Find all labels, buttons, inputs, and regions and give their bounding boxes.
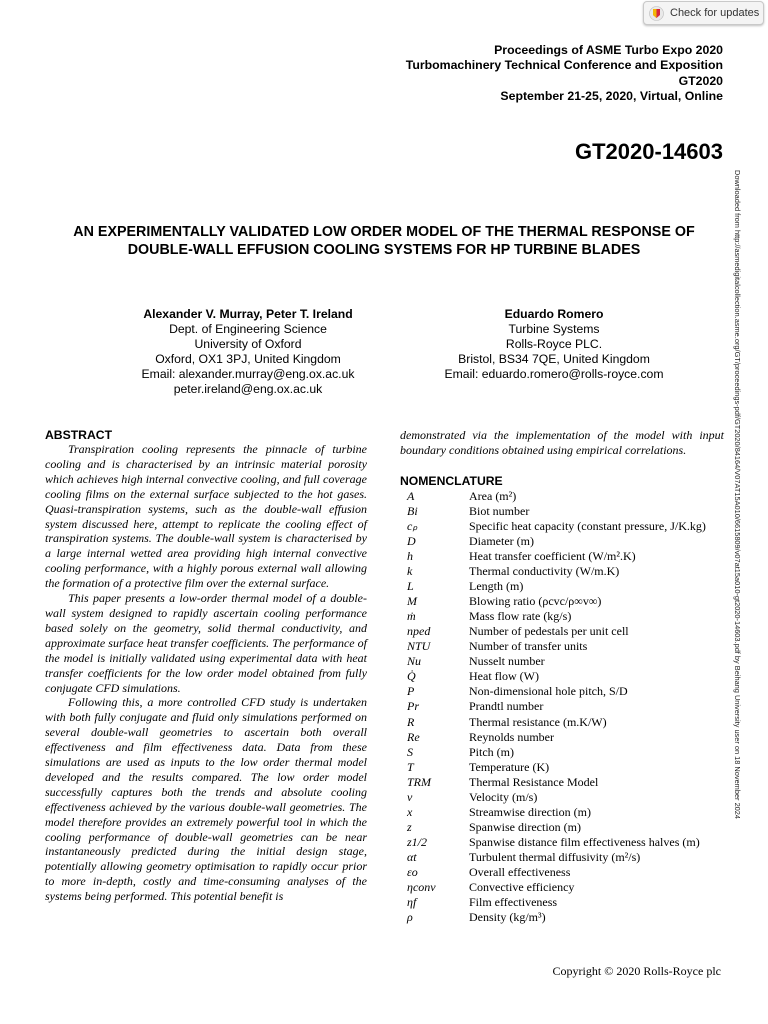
affiliation-line: Turbine Systems xyxy=(508,322,600,336)
paper-title: AN EXPERIMENTALLY VALIDATED LOW ORDER MODEL OF THE THERMAL RESPONSE OF DOUBLE-WALL EFFUSION COOLING SYSTEMS FOR HP TURBINE BLADES xyxy=(73,224,695,258)
nomenclature-definition: Diameter (m) xyxy=(469,533,534,548)
check-for-updates-label: Check for updates xyxy=(670,7,760,19)
nomenclature-definition: Biot number xyxy=(469,503,530,518)
nomenclature-entry xyxy=(400,504,724,519)
nomenclature-definition: Nusselt number xyxy=(469,654,545,669)
nomenclature-symbol: D xyxy=(407,533,416,548)
nomenclature-definition: Film effectiveness xyxy=(469,895,558,910)
nomenclature-definition: Thermal Resistance Model xyxy=(469,774,599,789)
nomenclature-symbol: Bi xyxy=(407,503,418,518)
author-email: Email: eduardo.romero@rolls-royce.com xyxy=(444,367,664,381)
nomenclature-definition: Density (kg/m³) xyxy=(469,910,546,925)
nomenclature-definition: Pitch (m) xyxy=(469,744,514,759)
nomenclature-symbol: ηconv xyxy=(407,880,436,895)
nomenclature-symbol: k xyxy=(407,564,413,579)
nomenclature-heading: NOMENCLATURE xyxy=(400,473,503,488)
nomenclature-entry xyxy=(400,684,724,699)
nomenclature-symbol: M xyxy=(407,594,417,609)
author-block-rolls-royce xyxy=(420,307,688,382)
download-note: Downloaded from http://asmedigitalcollection.asme.org/GT/proceedings-pdf/GT2020/84164/V07AT15A010/6615809/v07at15a010-gt2020-14603.pdf by Beihang University user on 18 November 2024 xyxy=(733,170,742,820)
nomenclature-definition: Number of pedestals per unit cell xyxy=(469,624,629,639)
right-column xyxy=(400,428,724,925)
nomenclature-symbol: x xyxy=(407,804,413,819)
nomenclature-entry xyxy=(400,579,724,594)
nomenclature-list xyxy=(400,489,724,925)
nomenclature-definition: Thermal resistance (m.K/W) xyxy=(469,714,607,729)
author-names: Eduardo Romero xyxy=(504,307,604,321)
proceedings-line: GT2020 xyxy=(678,73,723,88)
proceedings-line: September 21-25, 2020, Virtual, Online xyxy=(500,88,723,103)
nomenclature-entry xyxy=(400,790,724,805)
nomenclature-symbol: T xyxy=(407,759,414,774)
abstract-section xyxy=(45,428,367,904)
affiliation-line: Oxford, OX1 3PJ, United Kingdom xyxy=(155,352,341,366)
nomenclature-symbol: cₚ xyxy=(407,518,418,533)
abstract-continuation: demonstrated via the implementation of the model with input boundary conditions obtained using empirical correlations. xyxy=(400,428,724,457)
nomenclature-definition: Length (m) xyxy=(469,579,524,594)
nomenclature-symbol: nped xyxy=(407,624,431,639)
nomenclature-symbol: S xyxy=(407,744,413,759)
nomenclature-symbol: NTU xyxy=(407,639,431,654)
nomenclature-definition: Reynolds number xyxy=(469,729,554,744)
abstract-paragraph: This paper presents a low-order thermal model of a double-wall system designed to rapidly ascertain cooling performance based solely on the geometry, solid thermal conductivity, and approximate surface heat transfer coefficients. The performance of the model is initially validated using experimental data with heat transfer coefficients for the low order model obtained from fully conjugate CFD simulations. xyxy=(45,591,367,695)
nomenclature-entry xyxy=(400,820,724,835)
nomenclature-entry xyxy=(400,910,724,925)
abstract-heading: ABSTRACT xyxy=(45,428,113,442)
nomenclature-definition: Area (m²) xyxy=(469,488,517,503)
affiliation-line: Dept. of Engineering Science xyxy=(169,322,327,336)
nomenclature-symbol: Q̇ xyxy=(407,669,416,684)
nomenclature-entry xyxy=(400,775,724,790)
author-email: Email: alexander.murray@eng.ox.ac.uk xyxy=(141,367,355,381)
nomenclature-entry xyxy=(400,654,724,669)
nomenclature-symbol: εo xyxy=(407,864,418,879)
nomenclature-entry xyxy=(400,669,724,684)
nomenclature-entry xyxy=(400,730,724,745)
nomenclature-definition: Spanwise direction (m) xyxy=(469,819,581,834)
nomenclature-symbol: αt xyxy=(407,849,417,864)
nomenclature-definition: Convective efficiency xyxy=(469,880,575,895)
nomenclature-entry xyxy=(400,745,724,760)
nomenclature-definition: Overall effectiveness xyxy=(469,864,571,879)
nomenclature-definition: Turbulent thermal diffusivity (m²/s) xyxy=(469,849,641,864)
nomenclature-entry xyxy=(400,760,724,775)
nomenclature-entry xyxy=(400,895,724,910)
nomenclature-symbol: A xyxy=(407,488,415,503)
nomenclature-entry xyxy=(400,715,724,730)
nomenclature-entry xyxy=(400,519,724,534)
nomenclature-entry xyxy=(400,489,724,504)
nomenclature-symbol: L xyxy=(407,579,414,594)
nomenclature-definition: Blowing ratio (ρcvc/ρ∞v∞) xyxy=(469,594,602,609)
nomenclature-entry xyxy=(400,835,724,850)
nomenclature-definition: Velocity (m/s) xyxy=(469,789,538,804)
nomenclature-symbol: R xyxy=(407,714,415,729)
nomenclature-entry xyxy=(400,594,724,609)
nomenclature-definition: Temperature (K) xyxy=(469,759,550,774)
nomenclature-definition: Prandtl number xyxy=(469,699,544,714)
nomenclature-entry xyxy=(400,564,724,579)
nomenclature-entry xyxy=(400,624,724,639)
nomenclature-definition: Number of transfer units xyxy=(469,639,588,654)
nomenclature-symbol: h xyxy=(407,549,413,563)
author-email: peter.ireland@eng.ox.ac.uk xyxy=(173,382,323,396)
proceedings-line: Proceedings of ASME Turbo Expo 2020 xyxy=(494,43,723,57)
nomenclature-entry xyxy=(400,609,724,624)
author-block-oxford xyxy=(96,307,400,397)
affiliation-line: Bristol, BS34 7QE, United Kingdom xyxy=(458,352,650,366)
nomenclature-symbol: TRM xyxy=(407,774,431,789)
nomenclature-definition: Streamwise direction (m) xyxy=(469,804,591,819)
abstract-paragraph: Following this, a more controlled CFD study is undertaken with both fully conjugate and fluid only simulations performed on several double-wall geometries to ascertain both overall effectiveness and film effectiveness data. Data from these simulations are used as inputs to the low order thermal model developed and the results compared. The low order model successfully captures both the trends and absolute cooling effectiveness achieved by the various double-wall geometries. The model therefore provides an extremely powerful tool in which the cooling performance of double-wall geometries can be near instantaneously predicted during the initial design stage, potentially allowing geometry optimisation to rapidly occur prior to more in-depth, costly and time-consuming analyses of the systems being performed. This potential benefit is xyxy=(45,695,367,904)
nomenclature-symbol: P xyxy=(407,684,415,699)
author-names: Alexander V. Murray, Peter T. Ireland xyxy=(143,307,353,321)
nomenclature-symbol: Nu xyxy=(407,654,422,669)
proceedings-header xyxy=(406,43,723,104)
nomenclature-symbol: ṁ xyxy=(407,609,416,624)
nomenclature-symbol: Re xyxy=(407,729,420,744)
nomenclature-symbol: ρ xyxy=(407,910,413,925)
nomenclature-definition: Non-dimensional hole pitch, S/D xyxy=(469,684,628,699)
nomenclature-symbol: z xyxy=(407,819,412,834)
nomenclature-symbol: v xyxy=(407,789,413,804)
crossmark-icon xyxy=(649,6,664,21)
nomenclature-entry xyxy=(400,549,724,564)
nomenclature-entry xyxy=(400,699,724,714)
nomenclature-symbol: ηf xyxy=(407,895,417,910)
nomenclature-entry xyxy=(400,850,724,865)
nomenclature-entry xyxy=(400,865,724,880)
abstract-paragraph: Transpiration cooling represents the pinnacle of turbine cooling and is characterised by an intrinsic material porosity which achieves high internal convective cooling, and full coverage cooling films on the external surface subjected to the hot gases. Quasi-transpiration systems, such as the double-wall effusion system discussed here, attempt to replicate the cooling effect of transpiration systems. The double-wall system is characterised by a large internal wetted area providing high internal convective cooling performance, with a highly porous external wall allowing the formation of a protective film over the external surface. xyxy=(45,442,367,591)
nomenclature-definition: Mass flow rate (kg/s) xyxy=(469,609,572,624)
nomenclature-entry xyxy=(400,805,724,820)
copyright-notice: Copyright © 2020 Rolls-Royce plc xyxy=(552,964,721,978)
nomenclature-symbol: Pr xyxy=(407,699,419,714)
affiliation-line: University of Oxford xyxy=(194,337,302,351)
paper-id: GT2020-14603 xyxy=(575,139,723,164)
nomenclature-entry xyxy=(400,639,724,654)
nomenclature-definition: Heat transfer coefficient (W/m².K) xyxy=(469,549,636,563)
nomenclature-definition: Thermal conductivity (W/m.K) xyxy=(469,564,620,579)
nomenclature-entry xyxy=(400,880,724,895)
proceedings-line: Turbomachinery Technical Conference and Exposition xyxy=(405,58,723,73)
check-for-updates-button[interactable] xyxy=(643,1,764,25)
nomenclature-symbol: z1/2 xyxy=(407,834,428,849)
nomenclature-definition: Specific heat capacity (constant pressure, J/K.kg) xyxy=(469,518,706,533)
nomenclature-definition: Spanwise distance film effectiveness halves (m) xyxy=(469,834,700,849)
nomenclature-definition: Heat flow (W) xyxy=(469,669,539,684)
nomenclature-entry xyxy=(400,534,724,549)
affiliation-line: Rolls-Royce PLC. xyxy=(505,337,603,351)
